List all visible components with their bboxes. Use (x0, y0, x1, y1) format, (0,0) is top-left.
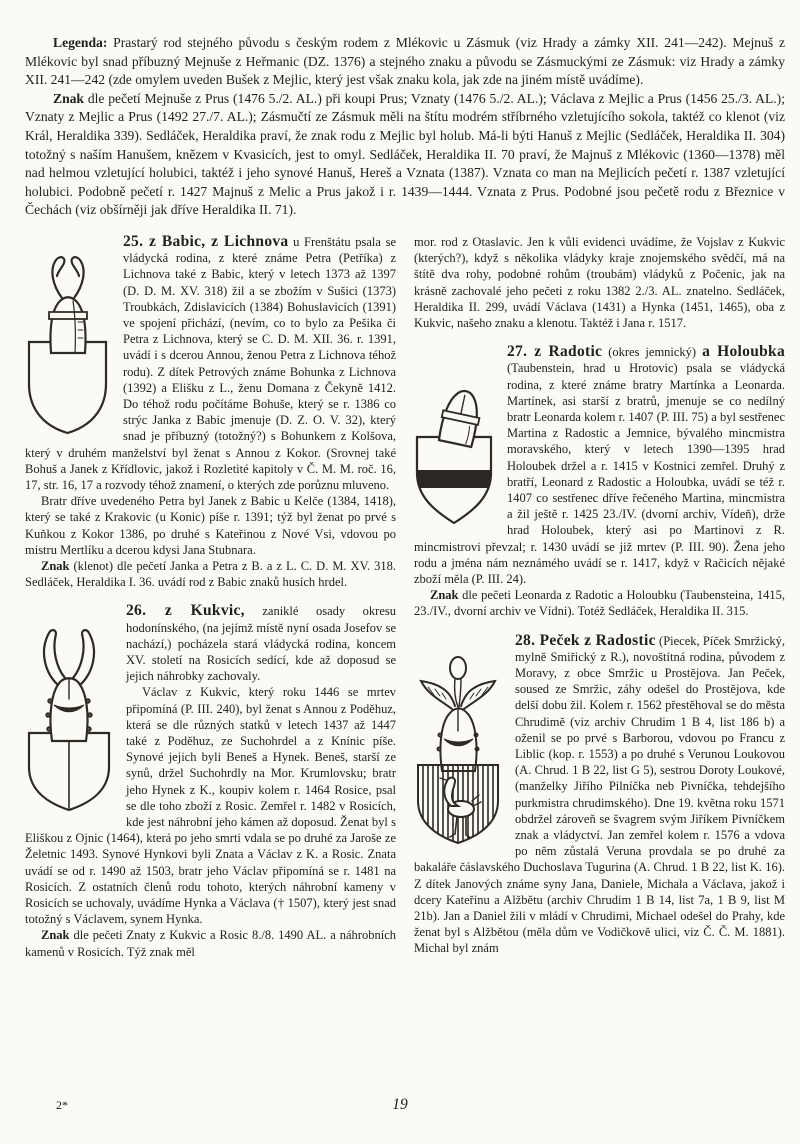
section-25-title: 25. z Babic, z Lichnova (123, 232, 289, 250)
plumed-helm-bird-shield-icon (414, 651, 502, 849)
znak-intro-paragraph (25, 90, 785, 220)
page-number: 19 (392, 1096, 408, 1113)
section-26-intro-text: zaniklé osady okresu hodonínského, (na jejímž místě nyní osada Josefov se nachází,) pocházela stará vládycká rodina, koncem XV. století na Rosicích sedící, kde až doposud se jejich náhrobky zachovaly. (126, 604, 396, 684)
znak-intro-lead: Znak (53, 90, 84, 106)
section-28-pecek (414, 633, 785, 957)
section-26-kukvic (25, 603, 396, 959)
section-25-znak-lead: Znak (41, 559, 70, 573)
buffalo-horns-helm-icon (25, 621, 113, 813)
section-26-znak-paragraph (25, 927, 396, 959)
section-25-znak-paragraph (25, 558, 396, 590)
section-27-znak-text: dle pečeti Leonarda z Radotic a Holoubku (Taubensteina, 1415, 23./IV., dvorní archiv ve Vídni). Totéž Sedláček, Heraldika II. 315. (414, 588, 785, 619)
section-25-intro-text: u Frenštátu psala se vládycká rodina, z které známe Petra (Petříka) z Lichnova také z Babic, který v letech 1373 až 1397 (D. D. M. XV. 318) žil a se zbožím v Sušici (1373) Troubkách, Zdislavicích (1384) Bohuslavicích (1391) ve spojení přichází, (nevím, co to bylo za Pešika či Petra z Lichnova, který se C. D. M. XII. 36. r. 1391, uvádí i s dcerou Annou, ženou Petra z Lichnova téhož rodu). Z dítek Petrových známe Bohunka z Lichnova (1392) a Elišku z L., ženu Domana z Čekyně 1412. Do téhož rodu počítáme Bohuše, který se r. 1386 co strýc Janka z Babic jmenuje (D. Z. O. V. 32), který snad je příbuzný (totožný?) s Bohunkem z Kolšova, který v druhém manželství byl ženat s Annou z Kokor. (Srovnej také Bohuš a Janek z Křídlovic, jakož i Rozletité kapitoly v Č. M. M. roč. 16, 17, str. 16, 17 a rozvody téhož znamení, o kterých zde porůznu mluveno. (25, 234, 396, 492)
right-column (414, 234, 785, 960)
section-25-znak-text: (klenot) dle pečetí Janka a Petra z B. a z L. C. D. M. XV. 318. Sedláček, Heraldika I. 36. uvádí rod z Babic znaků husích hrdel. (25, 559, 396, 590)
section-28-title: 28. Peček z Radostic (515, 631, 656, 649)
intro-block (25, 34, 785, 220)
section-27-title-2: a Holoubka (702, 343, 786, 361)
radotic-coat-of-arms-figure (414, 380, 494, 530)
kukvic-coat-of-arms-figure (25, 621, 113, 813)
section-27-title-1: 27. z Radotic (507, 343, 603, 361)
legenda-paragraph (25, 34, 785, 90)
legenda-lead: Legenda: (53, 35, 108, 50)
section-26-continuation-paragraph: mor. rod z Otaslavic. Jen k vůli evidenci uvádíme, že Vojslav z Kukvic (kterých?), když s několika vládyky kraje znojemského svědčí, má na štítě dva rohy, podobné rohům (troubám) vládyků z Počenic, jak na krásně zachovalé jeho pečeti z roku 1382 2./3. AL. znatelno. Sedláček, Heraldika II. 299, uvádí Václava (1431) a Hynka (1451, 1465), oba z Kukvic, našeho znaku a klenotu. Taktéž i Jana r. 1517. (414, 234, 785, 330)
pecek-coat-of-arms-figure (414, 651, 502, 849)
signature-mark: 2* (56, 1098, 68, 1112)
section-27-title-mid: (okres jemnický) (608, 345, 697, 360)
section-26-znak-lead: Znak (41, 928, 70, 943)
page-footer (0, 1096, 800, 1116)
section-27-znak-lead: Znak (430, 588, 459, 603)
section-25-babic (25, 234, 396, 590)
section-26-znak-text: dle pečeti Znaty z Kukvic a Rosic 8./8. 1490 AL. a náhrobních kamenů v Rosicích. Týž znak měl (25, 928, 396, 959)
two-column-body (25, 234, 785, 960)
section-27-radotic (414, 344, 785, 619)
znak-intro-text: dle pečetí Mejnuše z Prus (1476 5./2. AL.) při koupi Prus; Vznaty (1476 5./2. AL.); Václava z Mejlic a Prus (1456 25./3. AL.); Vznaty z Mejlic a Prus (1492 27./7. AL.); Zásmučtí ze Zásmuk měli na štítu modrém stříbrného vzletujícího sokola, taktéž co klenot (viz Král, Heraldika 339). Sedláček, Heraldika praví, že znak rodu z Mejlic byl holub. Má-li býti Hanuš z Mejlic (Sedláček, Heraldika II. 304) totožný s naším Hanušem, knězem v Kvasicích, jest to omyl. Sedláček, Heraldika II. 70 praví, že Majnuš z Mlékovic (1360—1378) měl nad helmou vzletující holubici, taktéž i jeho synové Hanuš, Hereš a Vznata (1387). Vznata co man na Mejlicích pečetí r. 1387 vzletující holubici. Podobně pečetí r. 1427 Majnuš z Melic a Prus jakož i r. 1439—1444. Vznata z Prus. Podobné jsou pečetě rodu z Březnice v Čechách (viz obšírněji jak dříve Heraldika II. 71). (25, 90, 785, 218)
section-25-paragraph-2: Bratr dříve uvedeného Petra byl Janek z Babic u Kelče (1384, 1418), který se také z Krakovic (u Konic) píše r. 1391; týž byl ženat po prvé s Kuňkou z Kokor 1386, po druhé s Kateřinou z Nové Vsi, vdovou po mistru Mertlíku a dcerou kdysi Jana Stubnara. (25, 494, 396, 557)
left-column (25, 234, 396, 960)
legenda-text: Prastarý rod stejného původu s českým rodem z Mlékovic u Zásmuk (viz Hrady a zámky XII. 241—242). Mejnuš z Mlékovic byl snad příbuzný Mejnuše z Heřmanic (DZ. 1376) a stejného znaku a původu se Zásmuckými ze Zásmuk: viz Hrady a zámky XII. 241—242 (zde omylem uveden Bušek z Mejlic, který jest však znaku kola, jak zde na jiném místě uvádíme). (25, 35, 785, 88)
goose-necks-crest-icon (25, 252, 110, 435)
section-27-znak-paragraph (414, 587, 785, 619)
section-26-paragraph-2: Václav z Kukvic, který roku 1446 se mrtev připomíná (P. III. 240), byl ženat s Annou z Poděhuz, která se dle různých statků v letech 1437 až 1447 také z Poděhuz, ze Suchohrdel a z Knínic píše. Synové jejich byli Beneš a Hynek. Beneš, starší ze synů, držel Suchohrdly na Mor. Krumlovsku; bratr jeho Hynek z K., koupiv kolem r. 1464 Rosice, psal se dle toho zboží z Rosic. Zemřel r. 1482 v Rosicích, kde jest náhrobní jeho kámen až doposud. Ženat byl s Eliškou z Ojnic (1464), která po jeho smrti vdala se po druhé za Jaroše ze Želetnic 1493. Synové Hynkovi byli Znata a Václav z K. a Rosic. Znata uvádí se od r. 1490 až 1503, bratr jeho Václav připomíná se r. 1481 na Rosicích. Z ostatních členů rodu tohoto, kterých náhrobní kameny v Rosicích se uchovaly, uvádíme Hynka a Václava († 1507), který jest snad totožný s Václavem, synem Hynka. (25, 685, 396, 927)
section-26-title: 26. z Kukvic, (126, 602, 245, 620)
section-28-intro-text: (Piecek, Píček Smržický, mylně Smiřický z R.), novoštítná rodina, původem z Moravy, z obce Smržic u Prostějova. Jan Peček, soused ze Smržic, záhy odešel do Prostějova, kde delší dobu žil. Kolem r. 1562 přestěhoval se do města Chrudimě (viz archiv Chrudim 1 B 4, list 186 b) a oženil se po prvé s Barborou, vdovou po Francu z Liblic (kop. r. 1553) a po druhé s Verunou Loukovou (A. Chrud. 1 B 22, list G 5), sestrou Doroty Loukové, (manželky Jiřího Pilníčka neb Pivníčka, tehdejšího purkmistra chrudimského). Dne 19. května roku 1571 obdržel zároveň se švagrem svým Jiříkem Pivníčkem znak a vládyctví. Jan zemřel kolem r. 1576 a vdova po něm zůstalá Veruna provdala se po druhé za bakaláře čáslavského Duchoslava Tugurina (A. Chrud. 1 B 22, list K. 16). Z dítek Janových známe syny Jana, Daniele, Michala a Václava, jakož i dcery Kateřinu a Alžbětu (archiv Chrudim 1 B 14, list 7a, 1 B 9, list M 21b). Jan a Daniel žili v mládí v Chrudimi, Michael odešel do Prahy, kde ženat byl s Alžbětou (měla dům ve Vodičkově ulici, viz Č. Č. M. 1881). Michal byl znám (414, 633, 785, 956)
babic-coat-of-arms-figure (25, 252, 110, 435)
section-27-intro-text: (Taubenstein, hrad u Hrotovic) psala se vládycká rodina, z které známe bratry Martínka a Leonarda. Martínek, asi starší z bratrů, jmenuje se co nedílný bratr Leonarda kolem r. 1407 (P. III. 75) a byl sestřenec Martina z Radostic a Jemnice, bývalého mincmistra moravského, který v letech 1390—1395 hrad Holoubek držel a r. 1415 v Kostnici zemřel. Druhý z bratří, Leonard z Radostic a Holoubka, uvádí se též r. 1407 co sestřenec dříve řečeného Martina, mincmistra a žil ještě r. 1425 23./IV. (dvorní archiv, Vídeň), drže hrad Holoubek, který asi po Martinovi z R. mincmistrovi převzal; r. 1430 uvádí se již mrtev (P. III. 90). Žena jeho rodu a jména nám neznámého uvádí se r. 1417, když v Račicích nějaké zboží měla (P. III. 24). (414, 361, 785, 586)
tilted-helm-fess-shield-icon (414, 380, 494, 530)
